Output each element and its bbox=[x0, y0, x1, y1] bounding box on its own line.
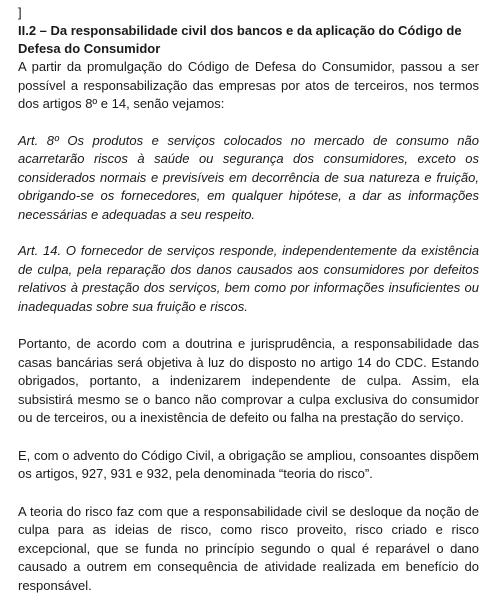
paragraph-spacer bbox=[18, 224, 479, 242]
objective-liability-paragraph: Portanto, de acordo com a doutrina e jurisprudência, a responsabilidade das casas bancárias será objetiva à luz do disposto no artigo 14 do CDC. Estando obrigados, portanto, a indenizarem independente de culpa. Assim, ela subsistirá mesmo se o banco não comprovar a culpa exclusiva do consumidor ou de terceiros, ou a inexistência de defeito ou falha na prestação do serviço. bbox=[18, 336, 479, 425]
document-page bbox=[18, 4, 479, 595]
paragraph-spacer bbox=[18, 428, 479, 447]
risk-theory-paragraph: A teoria do risco faz com que a responsabilidade civil se desloque da noção de culpa para as ideias de risco, como risco proveito, risco criado e risco excepcional, que se funda no princípio segundo o qual é reparável o dano causado a outrem em consequência de atividade realizada em benefício do responsável. bbox=[18, 503, 479, 593]
closing-bracket: ] bbox=[18, 5, 22, 20]
paragraph-spacer bbox=[18, 114, 479, 132]
quote-art-8: Art. 8º Os produtos e serviços colocados no mercado de consumo não acarretarão riscos à saúde ou segurança dos consumidores, exceto os considerados normais e previsíveis em decorrência de sua natureza e fruição, obrigando-se os fornecedores, em qualquer hipótese, a dar as informações necessárias e adequadas a seu respeito. bbox=[18, 132, 479, 222]
intro-paragraph: A partir da promulgação do Código de Defesa do Consumidor, passou a ser possível a responsabilização das empresas por atos de terceiros, nos termos dos artigos 8º e 14, senão vejamos: bbox=[18, 59, 479, 111]
quote-art-14: Art. 14. O fornecedor de serviços responde, independentemente da existência de culpa, pela reparação dos danos causados aos consumidores por defeitos relativos à prestação dos serviços, bem como por informações insuficientes ou inadequadas sobre sua fruição e riscos. bbox=[18, 243, 479, 314]
civil-code-paragraph: E, com o advento do Código Civil, a obrigação se ampliou, consoantes dispõem os artigos, 927, 931 e 932, pela denominada “teoria do risco”. bbox=[18, 447, 479, 481]
section-heading: II.2 – Da responsabilidade civil dos bancos e da aplicação do Código de Defesa do Consumidor bbox=[18, 23, 462, 56]
paragraph-spacer bbox=[18, 484, 479, 503]
paragraph-spacer bbox=[18, 316, 479, 335]
